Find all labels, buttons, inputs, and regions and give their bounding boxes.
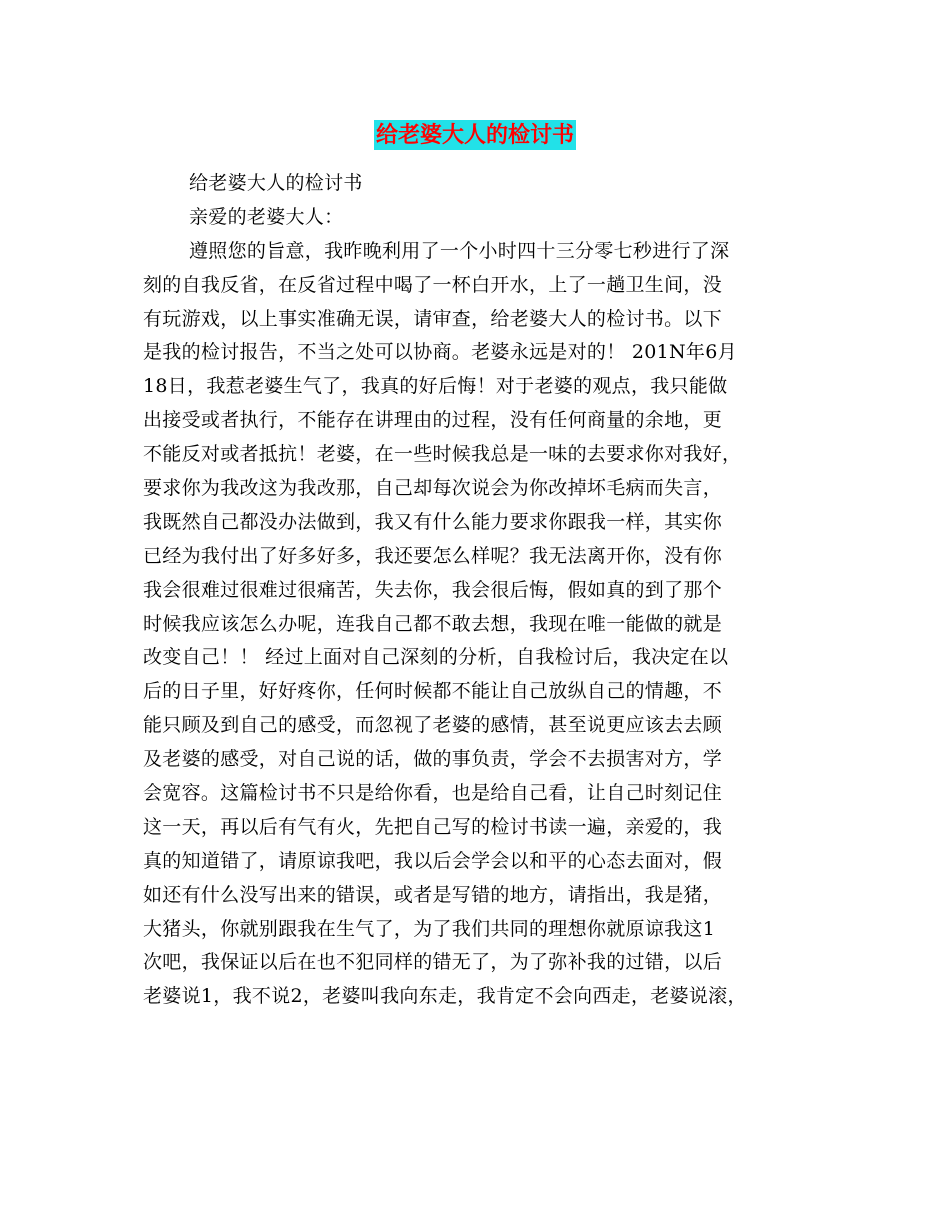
body-line: 时候我应该怎么办呢，连我自己都不敢去想，我现在唯一能做的就是 xyxy=(143,612,723,635)
document-title xyxy=(0,112,950,150)
body-line: 有玩游戏，以上事实准确无误，请审查，给老婆大人的检讨书。以下 xyxy=(143,307,723,330)
body-line: 如还有什么没写出来的错误，或者是写错的地方，请指出，我是猪， xyxy=(143,883,723,906)
body-line: 改变自己！！ 经过上面对自己深刻的分析，自我检讨后，我决定在以 xyxy=(143,646,729,669)
body-line: 18日，我惹老婆生气了，我真的好后悔！对于老婆的观点，我只能做 xyxy=(143,375,728,398)
body-line: 遵照您的旨意，我昨晚利用了一个小时四十三分零七秒进行了深 xyxy=(189,239,730,262)
body-line-subtitle: 给老婆大人的检讨书 xyxy=(189,172,363,194)
body-line: 这一天，再以后有气有火，先把自己写的检讨书读一遍，亲爱的，我 xyxy=(143,815,723,838)
body-line: 出接受或者执行，不能存在讲理由的过程，没有任何商量的余地，更 xyxy=(143,409,723,432)
document-title-text: 给老婆大人的检讨书 xyxy=(375,122,574,148)
body-line: 真的知道错了，请原谅我吧，我以后会学会以和平的心态去面对，假 xyxy=(143,849,723,872)
body-line: 要求你为我改这为我改那，自己却每次说会为你改掉坏毛病而失言， xyxy=(143,477,723,500)
body-line: 是我的检讨报告，不当之处可以协商。老婆永远是对的！ 201N年6月 xyxy=(143,341,737,364)
body-line-salutation: 亲爱的老婆大人： xyxy=(189,205,344,228)
body-line: 不能反对或者抵抗！老婆，在一些时候我总是一味的去要求你对我好， xyxy=(143,443,742,466)
body-line: 及老婆的感受，对自己说的话，做的事负责，学会不去损害对方，学 xyxy=(143,748,723,771)
body-line: 我会很难过很难过很痛苦，失去你，我会很后悔，假如真的到了那个 xyxy=(143,578,723,601)
body-line: 会宽容。这篇检讨书不只是给你看，也是给自己看，让自己时刻记住 xyxy=(143,782,723,805)
body-line: 刻的自我反省，在反省过程中喝了一杯白开水，上了一趟卫生间，没 xyxy=(143,273,723,296)
body-line: 次吧，我保证以后在也不犯同样的错无了，为了弥补我的过错，以后 xyxy=(143,951,723,974)
body-line: 老婆说1，我不说2，老婆叫我向东走，我肯定不会向西走，老婆说滚， xyxy=(143,985,747,1008)
body-line: 后的日子里，好好疼你，任何时候都不能让自己放纵自己的情趣，不 xyxy=(143,680,723,703)
body-line: 我既然自己都没办法做到，我又有什么能力要求你跟我一样，其实你 xyxy=(143,510,723,533)
body-line: 已经为我付出了好多好多，我还要怎么样呢？我无法离开你，没有你 xyxy=(143,544,723,567)
document-body xyxy=(143,167,813,1014)
body-line: 大猪头，你就别跟我在生气了，为了我们共同的理想你就原谅我这1 xyxy=(143,917,716,940)
body-line: 能只顾及到自己的感受，而忽视了老婆的感情，甚至说更应该去去顾 xyxy=(143,714,723,737)
